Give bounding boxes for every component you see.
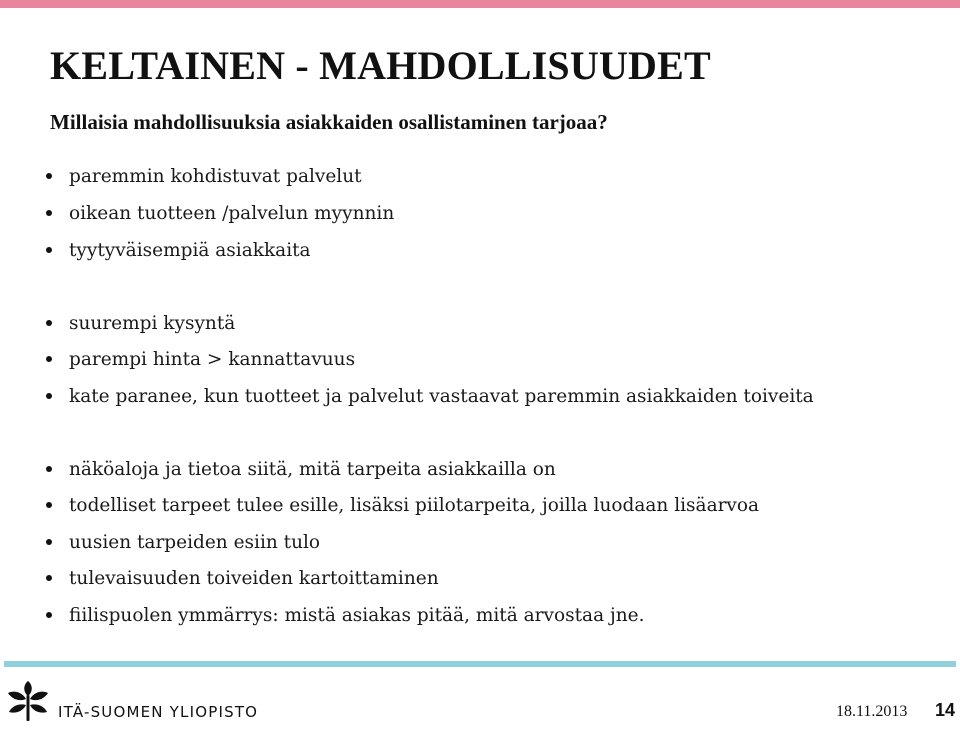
bottom-accent-bar <box>4 661 956 667</box>
bullet-dot-icon <box>46 393 52 399</box>
bullet-item <box>46 564 439 592</box>
bullet-dot-icon <box>46 320 52 326</box>
bullet-item <box>46 528 320 556</box>
bullet-text: näköaloja ja tietoa siitä, mitä tarpeita asiakkailla on <box>69 458 556 480</box>
bullet-text: oikean tuotteen /palvelun myynnin <box>69 202 395 224</box>
bullet-item <box>46 309 235 337</box>
bullet-dot-icon <box>46 612 52 618</box>
bullet-text: uusien tarpeiden esiin tulo <box>69 531 321 553</box>
bullet-text: kate paranee, kun tuotteet ja palvelut vastaavat paremmin asiakkaiden toiveita <box>69 385 814 407</box>
bullet-dot-icon <box>46 356 52 362</box>
bullet-text: paremmin kohdistuvat palvelut <box>69 165 362 187</box>
bullet-dot-icon <box>46 502 52 508</box>
bullet-dot-icon <box>46 466 52 472</box>
bullet-dot-icon <box>46 173 52 179</box>
bullet-item <box>46 162 362 190</box>
bullet-dot-icon <box>46 575 52 581</box>
bullet-dot-icon <box>46 539 52 545</box>
organization-name: ITÄ-SUOMEN YLIOPISTO <box>58 703 259 721</box>
university-logo-icon <box>6 679 50 723</box>
slide-date: 18.11.2013 <box>836 703 908 720</box>
bullet-text: todelliset tarpeet tulee esille, lisäksi piilotarpeita, joilla luodaan lisäarvoa <box>69 494 760 516</box>
bullet-item <box>46 382 814 410</box>
bullet-dot-icon <box>46 247 52 253</box>
bullet-text: suurempi kysyntä <box>69 312 236 334</box>
bullet-item <box>46 455 556 483</box>
page-number: 14 <box>935 700 956 720</box>
slide-title: KELTAINEN - MAHDOLLISUUDET <box>50 43 711 88</box>
bullet-text: tulevaisuuden toiveiden kartoittaminen <box>69 567 439 589</box>
bullet-item <box>46 491 759 519</box>
bullet-item <box>46 601 644 629</box>
bullet-dot-icon <box>46 210 52 216</box>
slide-subtitle: Millaisia mahdollisuuksia asiakkaiden osallistaminen tarjoaa? <box>50 110 608 134</box>
bullet-item <box>46 199 394 227</box>
bullet-text: fiilispuolen ymmärrys: mistä asiakas pitää, mitä arvostaa jne. <box>69 604 645 626</box>
bullet-text: tyytyväisempiä asiakkaita <box>69 239 311 261</box>
bullet-text: parempi hinta > kannattavuus <box>69 348 356 370</box>
bullet-item <box>46 345 355 373</box>
bullet-item <box>46 236 311 264</box>
